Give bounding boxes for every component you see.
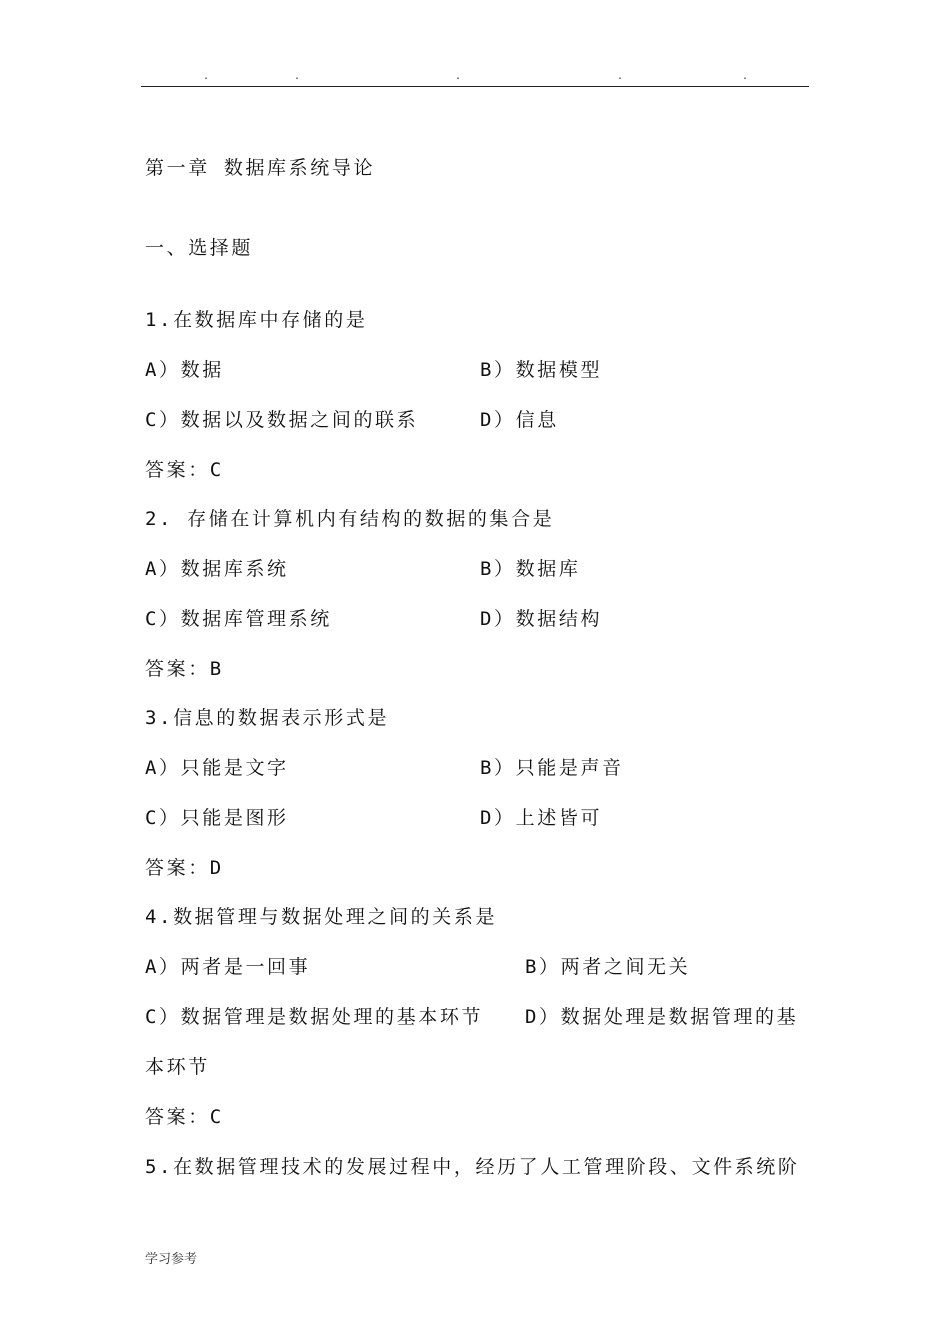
option-c: C）数据管理是数据处理的基本环节 — [145, 1006, 484, 1028]
header-dot: . — [742, 71, 749, 82]
option-d: D）上述皆可 — [480, 807, 603, 829]
option-a: A）数据库系统 — [145, 558, 289, 580]
answer: 答案：C — [145, 1106, 224, 1128]
option-d: D）数据处理是数据管理的基 — [525, 1006, 799, 1028]
header-dot: . — [203, 71, 210, 82]
header-dot: . — [455, 71, 462, 82]
option-a: A）只能是文字 — [145, 757, 289, 779]
question-text: 5.在数据管理技术的发展过程中，经历了人工管理阶段、文件系统阶 — [145, 1156, 800, 1178]
header-dot: . — [617, 71, 624, 82]
option-c: C）数据以及数据之间的联系 — [145, 409, 419, 431]
question-text: 2. 存储在计算机内有结构的数据的集合是 — [145, 508, 555, 530]
section-title: 一、选择题 — [145, 237, 254, 259]
option-a: A）两者是一回事 — [145, 956, 311, 978]
answer: 答案：C — [145, 459, 224, 481]
option-b: B）只能是声音 — [480, 757, 624, 779]
header-dots — [141, 72, 809, 86]
header-rule — [141, 86, 809, 87]
answer: 答案：D — [145, 857, 224, 879]
question-text: 1.在数据库中存储的是 — [145, 309, 368, 331]
option-d: D）信息 — [480, 409, 559, 431]
option-b: B）两者之间无关 — [525, 956, 691, 978]
question-text: 3.信息的数据表示形式是 — [145, 707, 390, 729]
option-c: C）数据库管理系统 — [145, 608, 332, 630]
option-b: B）数据库 — [480, 558, 581, 580]
option-a: A）数据 — [145, 359, 224, 381]
option-c: C）只能是图形 — [145, 807, 289, 829]
answer: 答案：B — [145, 658, 224, 680]
option-b: B）数据模型 — [480, 359, 603, 381]
header-dot: . — [294, 71, 301, 82]
option-d-continued: 本环节 — [145, 1056, 210, 1078]
footer-label: 学习参考 — [145, 1252, 198, 1267]
question-text: 4.数据管理与数据处理之间的关系是 — [145, 906, 498, 928]
option-d: D）数据结构 — [480, 608, 603, 630]
chapter-title: 第一章 数据库系统导论 — [145, 157, 376, 179]
